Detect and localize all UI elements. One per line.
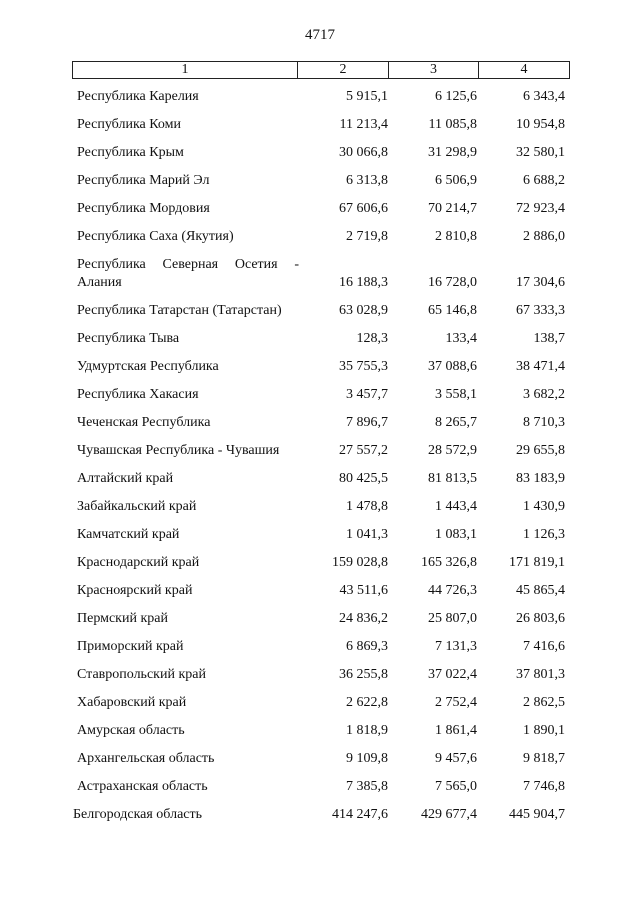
table-row	[0, 410, 640, 438]
value-col-4: 171 819,1	[509, 555, 565, 570]
value-col-4: 83 183,9	[516, 471, 565, 486]
value-col-2: 35 755,3	[339, 359, 388, 374]
value-col-2: 30 066,8	[339, 145, 388, 160]
value-col-4: 67 333,3	[516, 303, 565, 318]
region-name: Пермский край	[77, 611, 168, 626]
value-col-4: 45 865,4	[516, 583, 565, 598]
value-col-3: 7 131,3	[435, 639, 477, 654]
value-col-3: 1 083,1	[435, 527, 477, 542]
page-number: 4717	[305, 27, 335, 43]
region-name: Республика Хакасия	[77, 387, 199, 402]
region-name: Красноярский край	[77, 583, 193, 598]
table-row	[0, 494, 640, 522]
value-col-2: 16 188,3	[339, 275, 388, 290]
value-col-2: 128,3	[356, 331, 388, 346]
value-col-3: 44 726,3	[428, 583, 477, 598]
value-col-4: 26 803,6	[516, 611, 565, 626]
value-col-4: 10 954,8	[516, 117, 565, 132]
value-col-3: 11 085,8	[428, 117, 477, 132]
region-name: Республика Марий Эл	[77, 173, 210, 188]
table-row	[0, 168, 640, 196]
region-name: Удмуртская Республика	[77, 359, 219, 374]
value-col-2: 24 836,2	[339, 611, 388, 626]
region-name: Республика Саха (Якутия)	[77, 229, 234, 244]
value-col-3: 25 807,0	[428, 611, 477, 626]
value-col-4: 9 818,7	[523, 751, 565, 766]
table-row	[0, 662, 640, 690]
value-col-2: 2 719,8	[346, 229, 388, 244]
value-col-3: 2 752,4	[435, 695, 477, 710]
region-name: Архангельская область	[77, 751, 215, 766]
value-col-3: 37 088,6	[428, 359, 477, 374]
value-col-4: 17 304,6	[516, 275, 565, 290]
value-col-2: 1 041,3	[346, 527, 388, 542]
value-col-3: 1 861,4	[435, 723, 477, 738]
value-col-4: 29 655,8	[516, 443, 565, 458]
value-col-3: 37 022,4	[428, 667, 477, 682]
value-col-2: 67 606,6	[339, 201, 388, 216]
value-col-2: 1 818,9	[346, 723, 388, 738]
table-row	[0, 224, 640, 252]
value-col-2: 9 109,8	[346, 751, 388, 766]
value-col-4: 32 580,1	[516, 145, 565, 160]
value-col-2: 2 622,8	[346, 695, 388, 710]
region-name: Чеченская Республика	[77, 415, 211, 430]
table-row	[0, 802, 640, 830]
value-col-4: 1 126,3	[523, 527, 565, 542]
table-row	[0, 578, 640, 606]
value-col-3: 3 558,1	[435, 387, 477, 402]
table-row	[0, 298, 640, 326]
region-name: Республика Крым	[77, 145, 184, 160]
region-name: Приморский край	[77, 639, 184, 654]
region-name: Чувашская Республика - Чувашия	[77, 443, 280, 458]
table-row	[0, 382, 640, 410]
table-row	[0, 550, 640, 578]
region-name: Астраханская область	[77, 779, 208, 794]
value-col-2: 11 213,4	[339, 117, 388, 132]
table-row	[0, 140, 640, 168]
region-name: Республика Татарстан (Татарстан)	[77, 303, 282, 318]
value-col-4: 1 890,1	[523, 723, 565, 738]
table-row	[0, 634, 640, 662]
value-col-2: 5 915,1	[346, 89, 388, 104]
value-col-2: 6 313,8	[346, 173, 388, 188]
table-row	[0, 774, 640, 802]
value-col-4: 7 416,6	[523, 639, 565, 654]
region-name: Республика Коми	[77, 117, 181, 132]
value-col-2: 80 425,5	[339, 471, 388, 486]
value-col-3: 81 813,5	[428, 471, 477, 486]
value-col-4: 3 682,2	[523, 387, 565, 402]
value-col-3: 133,4	[445, 331, 477, 346]
table-row	[0, 112, 640, 140]
value-col-4: 138,7	[533, 331, 565, 346]
value-col-2: 159 028,8	[332, 555, 388, 570]
value-col-2: 414 247,6	[332, 807, 388, 822]
value-col-4: 445 904,7	[509, 807, 565, 822]
column-header-2: 2	[298, 62, 389, 79]
region-name: Алтайский край	[77, 471, 174, 486]
region-name: Ставропольский край	[77, 667, 206, 682]
value-col-2: 6 869,3	[346, 639, 388, 654]
table-row	[0, 354, 640, 382]
value-col-2: 27 557,2	[339, 443, 388, 458]
value-col-2: 1 478,8	[346, 499, 388, 514]
value-col-3: 2 810,8	[435, 229, 477, 244]
table-row	[0, 690, 640, 718]
table-row	[0, 606, 640, 634]
column-header-1: 1	[73, 62, 298, 79]
column-header	[72, 61, 570, 79]
region-name: Республика Тыва	[77, 331, 180, 346]
value-col-4: 7 746,8	[523, 779, 565, 794]
value-col-3: 31 298,9	[428, 145, 477, 160]
column-header-4: 4	[479, 62, 570, 79]
value-col-3: 1 443,4	[435, 499, 477, 514]
table-row	[0, 746, 640, 774]
value-col-3: 165 326,8	[421, 555, 477, 570]
value-col-2: 7 385,8	[346, 779, 388, 794]
value-col-3: 429 677,4	[421, 807, 477, 822]
value-col-3: 28 572,9	[428, 443, 477, 458]
value-col-3: 65 146,8	[428, 303, 477, 318]
column-header-3: 3	[389, 62, 479, 79]
value-col-4: 1 430,9	[523, 499, 565, 514]
region-table	[0, 84, 640, 830]
value-col-4: 2 886,0	[523, 229, 565, 244]
value-col-4: 6 688,2	[523, 173, 565, 188]
value-col-3: 6 506,9	[435, 173, 477, 188]
table-row	[0, 466, 640, 494]
value-col-3: 70 214,7	[428, 201, 477, 216]
region-name: Камчатский край	[77, 527, 180, 542]
value-col-3: 16 728,0	[428, 275, 477, 290]
value-col-2: 36 255,8	[339, 667, 388, 682]
region-name: Белгородская область	[73, 807, 203, 822]
value-col-4: 6 343,4	[523, 89, 565, 104]
value-col-4: 2 862,5	[523, 695, 565, 710]
value-col-4: 8 710,3	[523, 415, 565, 430]
value-col-4: 72 923,4	[516, 201, 565, 216]
table-row	[0, 438, 640, 466]
value-col-4: 38 471,4	[516, 359, 565, 374]
table-row	[0, 326, 640, 354]
value-col-3: 6 125,6	[435, 89, 477, 104]
table-row	[0, 252, 640, 298]
region-name: Республика Мордовия	[77, 201, 210, 216]
region-name: Республика Карелия	[77, 89, 199, 104]
region-name: Амурская область	[77, 723, 185, 738]
value-col-3: 9 457,6	[435, 751, 477, 766]
table-row	[0, 84, 640, 112]
value-col-2: 63 028,9	[339, 303, 388, 318]
value-col-4: 37 801,3	[516, 667, 565, 682]
value-col-2: 3 457,7	[346, 387, 388, 402]
value-col-2: 43 511,6	[339, 583, 388, 598]
value-col-3: 7 565,0	[435, 779, 477, 794]
value-col-2: 7 896,7	[346, 415, 388, 430]
table-row	[0, 196, 640, 224]
table-row	[0, 718, 640, 746]
table-row	[0, 522, 640, 550]
region-name: Республика Северная Осетия - Алания	[77, 257, 299, 290]
value-col-3: 8 265,7	[435, 415, 477, 430]
region-name: Краснодарский край	[77, 555, 200, 570]
region-name: Хабаровский край	[77, 695, 187, 710]
region-name: Забайкальский край	[77, 499, 197, 514]
